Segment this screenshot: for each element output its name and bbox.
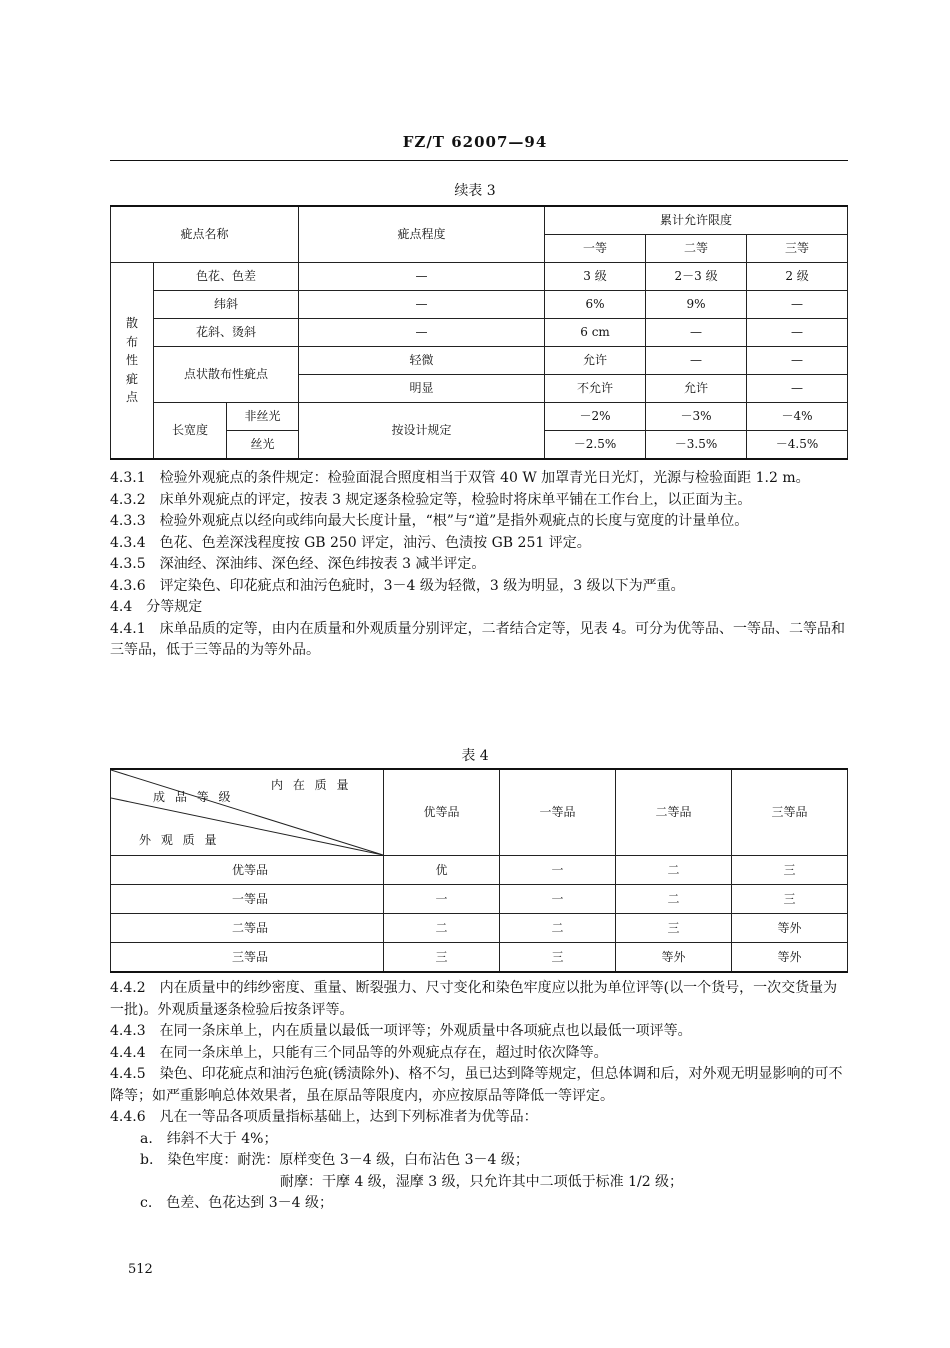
table-cell: 二: [616, 856, 732, 885]
table4-col-header: 优等品: [384, 769, 500, 856]
table3-header-degree: 疵点程度: [299, 206, 545, 263]
table-cell: 9%: [646, 291, 747, 319]
table3-side-label: [111, 263, 154, 460]
table3-caption: 续表 3: [454, 183, 496, 199]
table-cell: 允许: [646, 375, 747, 403]
clause-4-3-6: 4.3.6 评定染色、印花疵点和油污色疵时，3－4 级为轻微，3 级为明显，3 级以下为严重。: [110, 577, 685, 594]
table-row-name: 花斜、烫斜: [154, 319, 299, 347]
clause-4-4-2: 4.4.2 内在质量中的纬纱密度、重量、断裂强力、尺寸变化和染色牢度应以批为单位评等(以一个货号，一次交货量为一批)。外观质量逐条检验后按条评等。: [110, 980, 838, 1018]
table-cell: 三: [732, 856, 848, 885]
clause-4-4-6: 4.4.6 凡在一等品各项质量指标基础上，达到下列标准者为优等品：: [110, 1109, 538, 1125]
table-cell: －2.5%: [545, 431, 646, 460]
table4-col-header: 三等品: [732, 769, 848, 856]
table-cell: －2%: [545, 403, 646, 431]
table-cell: 一: [500, 885, 616, 914]
table-cell: －4.5%: [747, 431, 848, 460]
table-cell: －4%: [747, 403, 848, 431]
clause-4-3-1: 4.3.1 检验外观疵点的条件规定：检验面混合照度相当于双管 40 W 加罩青光日光灯，光源与检验面距 1.2 m。: [110, 470, 810, 486]
table-cell: —: [747, 375, 848, 403]
table-row-name: 纬斜: [154, 291, 299, 319]
table-cell: —: [747, 347, 848, 375]
table-cell: 6%: [545, 291, 646, 319]
list-item-a: a. 纬斜不大于 4%；: [140, 1130, 278, 1147]
table-cell: 三: [500, 943, 616, 973]
table-cell: 2 级: [747, 263, 848, 291]
table-cell: 一: [500, 856, 616, 885]
table-cell: 明显: [299, 375, 545, 403]
table3-header-grade2: 二等: [646, 235, 747, 263]
table4-row-label: 一等品: [111, 885, 384, 914]
clause-4-4-1: 4.4.1 床单品质的定等，由内在质量和外观质量分别评定，二者结合定等，见表 4。可分为优等品、一等品、二等品和三等品，低于三等品的为等外品。: [110, 620, 845, 658]
table4-caption: 表 4: [461, 748, 489, 764]
table-cell: —: [299, 291, 545, 319]
table-cell: 等外: [732, 943, 848, 973]
table-cell: 一: [384, 885, 500, 914]
table-cell: 二: [616, 885, 732, 914]
diag-label-inner-quality: 内 在 质 量: [271, 778, 352, 792]
table-cell: 3 级: [545, 263, 646, 291]
table4: [110, 768, 848, 973]
standard-code: FZ/T 62007—94: [402, 133, 548, 151]
table-cell: －3%: [646, 403, 747, 431]
table4-row-label: 二等品: [111, 914, 384, 943]
table-cell: —: [299, 263, 545, 291]
clause-4-3-2: 4.3.2 床单外观疵点的评定，按表 3 规定逐条检验定等，检验时将床单平铺在工作台上，以正面为主。: [110, 491, 752, 508]
list-item-b-continued: 耐摩：干摩 4 级，湿摩 3 级，只允许其中二项低于标准 1/2 级；: [280, 1173, 684, 1190]
clause-4-4-3: 4.4.3 在同一条床单上，内在质量以最低一项评等；外观质量中各项疵点也以最低一项评等。: [110, 1023, 692, 1039]
section-a: [110, 468, 850, 662]
table-cell: 三: [732, 885, 848, 914]
diag-label-product-grade: 成 品 等 级: [153, 790, 234, 804]
table4-diagonal-header: [111, 769, 384, 856]
table-cell: —: [646, 347, 747, 375]
section-b: [110, 978, 850, 1215]
clause-4-3-5: 4.3.5 深油经、深油纬、深色经、深色纬按表 3 减半评定。: [110, 556, 486, 572]
table3-header-limit: 累计允许限度: [545, 206, 848, 235]
table4-col-header: 一等品: [500, 769, 616, 856]
table3-header-grade1: 一等: [545, 235, 646, 263]
clause-4-4-5: 4.4.5 染色、印花疵点和油污色疵(锈渍除外)、格不匀，虽已达到降等规定，但总体调和后，对外观无明显影响的可不降等；如严重影响总体效果者，虽在原品等限度内，亦应按原品等降低一等评定。: [110, 1066, 843, 1104]
table-cell: －3.5%: [646, 431, 747, 460]
clause-4-4-4: 4.4.4 在同一条床单上，只能有三个同品等的外观疵点存在，超过时依次降等。: [110, 1044, 608, 1061]
table-cell: 允许: [545, 347, 646, 375]
table3: [110, 205, 848, 460]
table-cell: 2－3 级: [646, 263, 747, 291]
table-cell: 等外: [732, 914, 848, 943]
table4-row-label: 优等品: [111, 856, 384, 885]
table-row-name: 长宽度: [154, 403, 227, 460]
side-label-text: 散布性疵点: [125, 316, 138, 405]
clause-4-3-3: 4.3.3 检验外观疵点以经向或纬向最大长度计量，“根”与“道”是指外观疵点的长度与宽度的计量单位。: [110, 513, 749, 529]
table-cell: 二: [500, 914, 616, 943]
clause-4-4: 4.4 分等规定: [110, 599, 203, 615]
table-cell: —: [747, 319, 848, 347]
table-cell: —: [646, 319, 747, 347]
table-cell: 6 cm: [545, 319, 646, 347]
table-cell: 优: [384, 856, 500, 885]
table-cell: 轻微: [299, 347, 545, 375]
table-row-subname: 丝光: [227, 431, 299, 460]
table-row-subname: 非丝光: [227, 403, 299, 431]
header-rule: [110, 160, 848, 161]
table-cell: 三: [384, 943, 500, 973]
table-cell: —: [299, 319, 545, 347]
table-row-name: 点状散布性疵点: [154, 347, 299, 403]
clause-4-3-4: 4.3.4 色花、色差深浅程度按 GB 250 评定，油污、色渍按 GB 251 评定。: [110, 534, 591, 551]
list-item-b: b. 染色牢度：耐洗：原样变色 3－4 级，白布沾色 3－4 级；: [140, 1152, 529, 1168]
table3-header-name: 疵点名称: [111, 206, 299, 263]
page-number: 512: [128, 1262, 153, 1277]
table4-col-header: 二等品: [616, 769, 732, 856]
table4-row-label: 三等品: [111, 943, 384, 973]
table3-header-grade3: 三等: [747, 235, 848, 263]
table-cell: 三: [616, 914, 732, 943]
table-cell: 等外: [616, 943, 732, 973]
table-row-name: 色花、色差: [154, 263, 299, 291]
table-cell: 按设计规定: [299, 403, 545, 460]
list-item-c: c. 色差、色花达到 3－4 级；: [140, 1195, 334, 1211]
table-cell: —: [747, 291, 848, 319]
table-cell: 二: [384, 914, 500, 943]
diag-label-appearance-quality: 外 观 质 量: [139, 833, 220, 847]
table-cell: 不允许: [545, 375, 646, 403]
